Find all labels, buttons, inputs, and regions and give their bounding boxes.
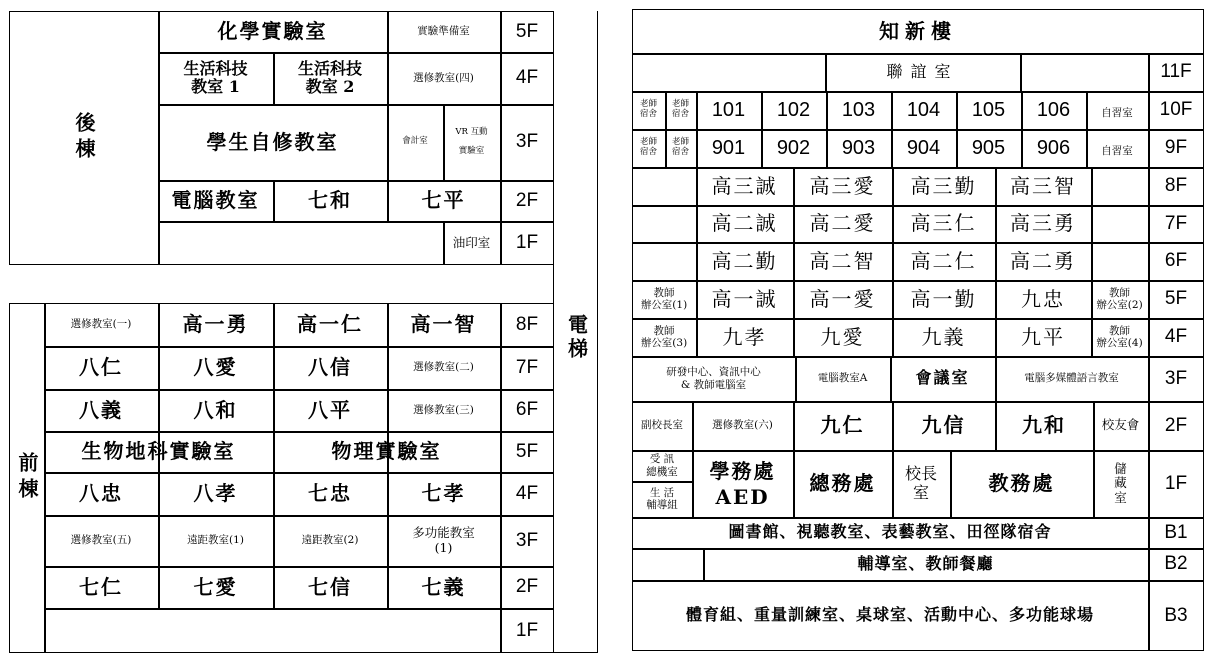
room: 老師 宿舍: [671, 99, 689, 119]
room: 自習室: [1101, 106, 1133, 119]
room: 高二勇: [1010, 248, 1076, 273]
room: 選修教室(六): [712, 419, 773, 432]
room: 高二誠: [711, 211, 778, 235]
room: 七愛: [193, 574, 238, 599]
room: 遠距教室(2): [301, 534, 359, 547]
room: 九平: [1021, 324, 1065, 349]
room: 九仁: [820, 413, 865, 437]
room: 高二仁: [910, 248, 977, 273]
room: 教師 辦公室(3): [640, 324, 688, 349]
floor-label: 3F: [515, 131, 539, 153]
room: 101: [711, 98, 746, 121]
floor-label: 1F: [515, 232, 539, 254]
floor-label: 7F: [1164, 212, 1188, 234]
room: 七和: [308, 188, 352, 212]
floor-label: 8F: [1164, 175, 1188, 197]
room: 高三愛: [809, 173, 876, 198]
room: 902: [776, 136, 811, 159]
room: 會計室: [402, 136, 428, 147]
room: 七義: [421, 574, 466, 599]
room: 九信: [921, 413, 966, 437]
room: 圖書館、視聽教室、表藝教室、田徑隊宿舍: [728, 522, 1052, 542]
room: 七平: [421, 188, 466, 212]
room: 油印室: [452, 234, 491, 250]
room: 七孝: [421, 481, 466, 505]
room: VR 互動 實驗室: [455, 127, 488, 156]
room: 高二智: [809, 248, 876, 273]
room: 教師 辦公室(2): [1096, 286, 1143, 311]
floor-label: 5F: [1164, 288, 1188, 310]
zhixin-building-title: 知新樓: [879, 18, 957, 43]
room: 老師 宿舍: [671, 137, 689, 157]
room: 九忠: [1021, 286, 1065, 311]
room: 高三勤: [910, 173, 977, 198]
room: 校友會: [1101, 417, 1140, 433]
room: 八平: [308, 397, 352, 422]
room: 八仁: [79, 355, 123, 379]
room: 九和: [1022, 413, 1066, 437]
room: 自習室: [1101, 144, 1133, 157]
room: 受 訊 總機室: [646, 453, 678, 478]
room: 高一勇: [182, 312, 249, 336]
room: 九愛: [820, 324, 865, 349]
room: 905: [971, 136, 1006, 159]
room: 選修教室(四): [413, 71, 474, 84]
room: 化學實驗室: [217, 19, 328, 43]
room: 遠距教室(1): [187, 534, 244, 547]
room: 生物地科實驗室: [81, 439, 236, 463]
room: 904: [906, 136, 941, 159]
room: 高一智: [410, 312, 477, 336]
room: 體育組、重量訓練室、桌球室、活動中心、多功能球場: [685, 605, 1094, 625]
room: 八信: [308, 355, 352, 379]
room: 選修教室(二): [413, 361, 474, 374]
floor-label: 2F: [1164, 414, 1188, 436]
room: 研發中心、資訊中心 & 教師電腦室: [666, 366, 761, 391]
room: 聯誼室: [886, 61, 959, 81]
room: 輔導室、教師餐廳: [857, 553, 994, 573]
room: 高一仁: [297, 312, 363, 336]
floor-label: 6F: [515, 399, 539, 421]
room: 教師 辦公室(1): [640, 286, 688, 311]
room: 高三智: [1010, 173, 1076, 198]
floor-label: 6F: [1164, 250, 1188, 272]
floor-label: 4F: [515, 67, 539, 89]
room: 八和: [193, 397, 238, 422]
room: 生活科技 教室 1: [183, 58, 248, 96]
room: 電腦多媒體語言教室: [1024, 372, 1119, 385]
room: 總務處: [809, 471, 876, 495]
floor-label: 3F: [515, 529, 539, 551]
room: 高三勇: [1010, 211, 1076, 235]
room: 副校長室: [641, 419, 683, 432]
room: 生活科技 教室 2: [297, 58, 362, 96]
room: 電腦教室A: [817, 372, 868, 385]
room: 906: [1036, 136, 1071, 159]
room: 901: [711, 136, 746, 159]
back-building-title: 後棟: [72, 112, 96, 164]
room: 七忠: [308, 481, 352, 505]
room: 102: [776, 98, 811, 121]
room: 多功能教室 (1): [412, 525, 475, 555]
room: 八愛: [193, 355, 238, 379]
floor-label: 8F: [515, 313, 539, 335]
floor-label: B3: [1164, 604, 1188, 626]
room: 高一誠: [711, 286, 778, 311]
room: 104: [906, 98, 941, 121]
room: 老師 宿舍: [639, 99, 657, 119]
floor-label: 4F: [1164, 326, 1188, 348]
elevator-label: 電梯: [564, 314, 589, 362]
floor-label: 1F: [515, 619, 539, 641]
floor-label: 9F: [1164, 137, 1188, 159]
floor-label: 11F: [1160, 61, 1192, 83]
room: 學務處 AED: [709, 458, 776, 509]
room: 九孝: [722, 324, 767, 349]
room: 高二勤: [711, 248, 778, 273]
room: 九義: [921, 324, 966, 349]
room: 選修教室(三): [413, 403, 474, 416]
room: 教師 辦公室(4): [1096, 324, 1143, 349]
floor-label: 5F: [515, 20, 539, 42]
room: 103: [841, 98, 876, 121]
floor-label: 5F: [515, 440, 539, 462]
room: 電腦教室: [171, 188, 260, 212]
room: 教務處: [988, 471, 1055, 495]
room: 高一勤: [910, 286, 977, 311]
room: 106: [1036, 98, 1071, 121]
room: 高二愛: [809, 211, 876, 235]
room: 校長 室: [904, 464, 937, 502]
room: 高一愛: [809, 286, 876, 311]
floor-label: 2F: [515, 189, 539, 211]
room: 物理實驗室: [331, 439, 442, 463]
room: 學生自修教室: [206, 129, 339, 154]
room: 會議室: [915, 368, 970, 388]
room: 八義: [79, 397, 123, 422]
floor-label: 2F: [515, 576, 539, 598]
room: 老師 宿舍: [639, 137, 657, 157]
floor-label: 1F: [1164, 472, 1188, 494]
room: 903: [841, 136, 876, 159]
room: 生 活 輔導組: [646, 486, 678, 511]
room: 選修教室(五): [70, 534, 132, 547]
floor-label: 4F: [515, 482, 539, 504]
room: 七信: [308, 574, 352, 599]
room: 儲 藏 室: [1114, 460, 1127, 505]
floor-label: 3F: [1164, 367, 1188, 389]
room: 八忠: [79, 481, 123, 505]
room: 高三仁: [910, 211, 977, 235]
floor-label: 7F: [515, 356, 539, 378]
room: 八孝: [193, 481, 238, 505]
room: 七仁: [79, 574, 123, 599]
floor-label: 10F: [1159, 99, 1193, 121]
room: 105: [971, 98, 1006, 121]
room: 選修教室(一): [70, 318, 132, 331]
room: 高三誠: [711, 173, 778, 198]
floor-label: B2: [1164, 553, 1188, 575]
front-building-title: 前棟: [15, 452, 39, 504]
floor-label: B1: [1164, 521, 1188, 543]
room: 實驗準備室: [417, 25, 470, 38]
